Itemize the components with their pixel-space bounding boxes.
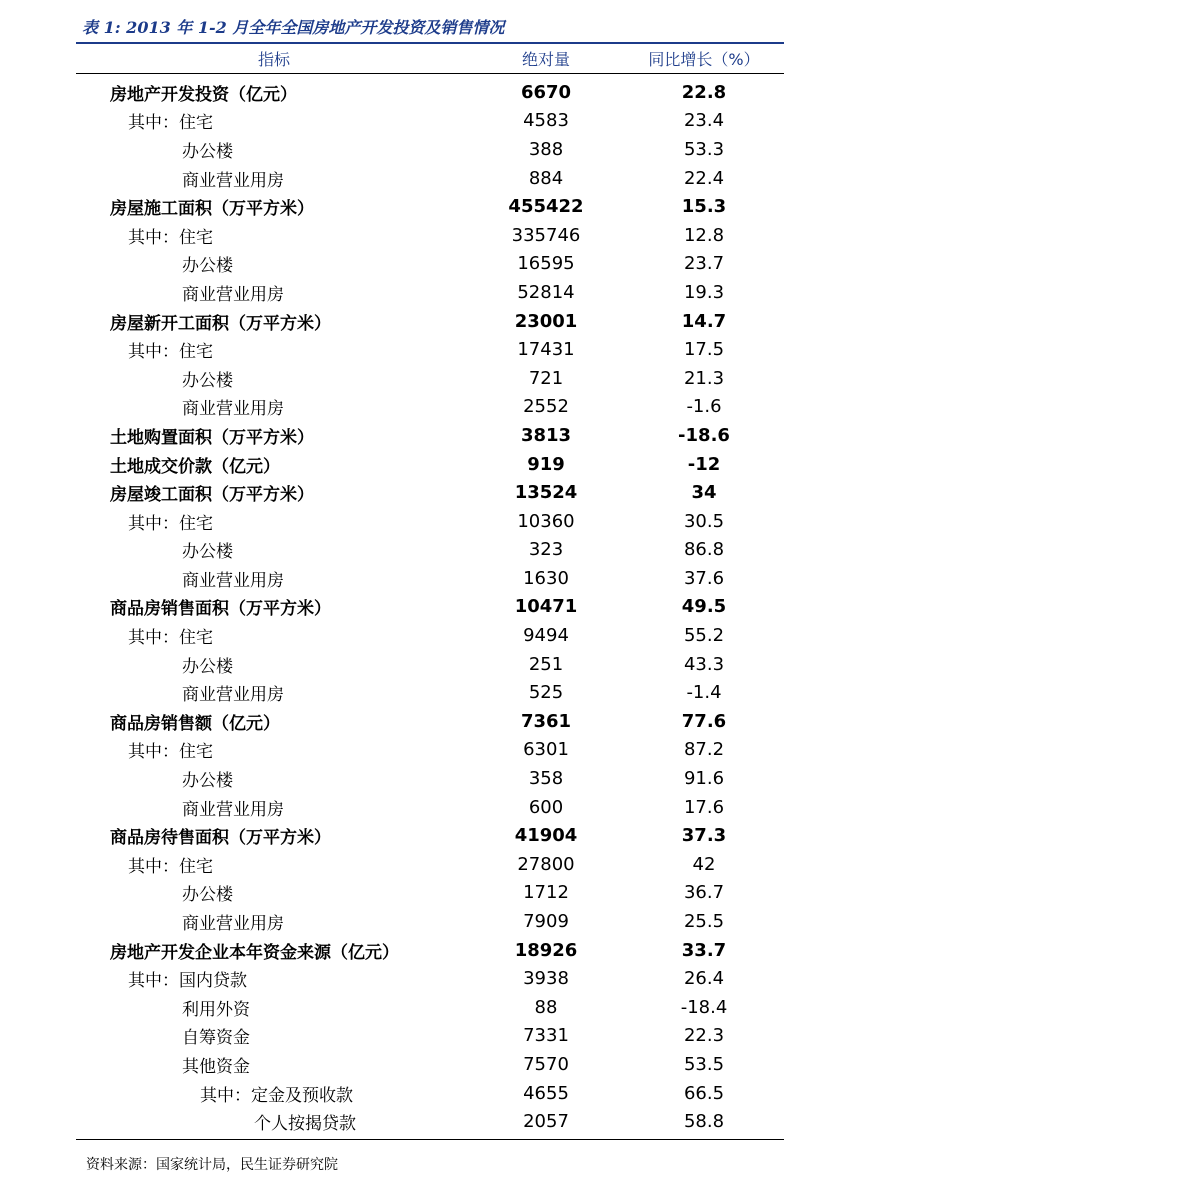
row-yoy-value: 53.3 <box>683 138 725 160</box>
row-indicator-label: 土地购置面积（万平方米） <box>110 427 314 448</box>
row-absolute-value: 7361 <box>520 710 572 732</box>
table-row <box>76 621 784 650</box>
row-indicator-label: 其中：住宅 <box>128 113 213 134</box>
row-indicator-label: 办公楼 <box>182 141 233 162</box>
row-absolute-value: 7570 <box>523 1053 569 1075</box>
row-yoy-value: 21.3 <box>683 367 725 389</box>
row-absolute-value: 4655 <box>523 1082 569 1104</box>
row-absolute-value: 88 <box>534 996 558 1018</box>
table-row <box>76 707 784 736</box>
table-row <box>76 821 784 850</box>
table-row <box>76 793 784 822</box>
table-row <box>76 764 784 793</box>
row-absolute-value: 3813 <box>520 424 572 446</box>
table-row <box>76 993 784 1022</box>
report-table-section <box>76 14 784 1174</box>
table-row <box>76 278 784 307</box>
row-indicator-label: 房屋施工面积（万平方米） <box>110 199 314 220</box>
row-indicator-label: 商业营业用房 <box>182 685 284 706</box>
table-row <box>76 564 784 593</box>
table-row <box>76 1107 784 1136</box>
table-title: 表 1: 2013 年 1-2 月全年全国房地产开发投资及销售情况 <box>82 18 505 37</box>
row-absolute-value: 919 <box>527 453 565 475</box>
table-row <box>76 478 784 507</box>
row-yoy-value: 91.6 <box>683 768 725 790</box>
row-indicator-label: 其中：住宅 <box>128 513 213 534</box>
row-yoy-value: 55.2 <box>683 625 725 647</box>
row-absolute-value: 6670 <box>520 81 572 103</box>
row-absolute-value: 4583 <box>523 110 569 132</box>
table-body <box>76 74 784 1139</box>
table-row <box>76 78 784 107</box>
row-absolute-value: 16595 <box>517 253 575 275</box>
row-yoy-value: 58.8 <box>683 1111 725 1133</box>
row-absolute-value: 3938 <box>523 968 569 990</box>
row-yoy-value: -18.4 <box>680 996 728 1018</box>
row-yoy-value: 37.6 <box>683 567 725 589</box>
row-absolute-value: 1630 <box>523 567 569 589</box>
table-row <box>76 335 784 364</box>
row-absolute-value: 7909 <box>523 911 569 933</box>
row-indicator-label: 利用外资 <box>182 999 250 1020</box>
row-yoy-value: -1.6 <box>686 396 722 418</box>
row-absolute-value: 525 <box>528 682 564 704</box>
row-absolute-value: 884 <box>528 167 564 189</box>
table-row <box>76 678 784 707</box>
row-yoy-value: 49.5 <box>681 596 727 618</box>
table-row <box>76 593 784 622</box>
row-yoy-value: 17.5 <box>683 339 725 361</box>
header-yoy: 同比增长（%） <box>648 50 760 69</box>
table-row <box>76 907 784 936</box>
row-indicator-label: 办公楼 <box>182 370 233 391</box>
row-absolute-value: 358 <box>528 768 564 790</box>
table-row <box>76 164 784 193</box>
row-indicator-label: 其中：住宅 <box>128 227 213 248</box>
row-yoy-value: 30.5 <box>683 510 725 532</box>
row-absolute-value: 335746 <box>511 224 581 246</box>
row-indicator-label: 办公楼 <box>182 885 233 906</box>
row-yoy-value: 33.7 <box>681 939 727 961</box>
row-yoy-value: -18.6 <box>678 424 730 446</box>
row-yoy-value: 17.6 <box>683 796 725 818</box>
row-indicator-label: 自筹资金 <box>182 1028 250 1049</box>
row-absolute-value: 455422 <box>508 196 584 218</box>
row-absolute-value: 41904 <box>514 825 578 847</box>
row-absolute-value: 10471 <box>514 596 578 618</box>
row-absolute-value: 2552 <box>523 396 569 418</box>
row-absolute-value: 17431 <box>517 339 575 361</box>
row-yoy-value: 42 <box>692 853 716 875</box>
row-yoy-value: 43.3 <box>683 653 725 675</box>
row-absolute-value: 721 <box>528 367 564 389</box>
row-indicator-label: 其中：住宅 <box>128 628 213 649</box>
table-row <box>76 1050 784 1079</box>
table-row <box>76 393 784 422</box>
row-absolute-value: 2057 <box>523 1111 569 1133</box>
row-yoy-value: 23.4 <box>683 110 725 132</box>
row-yoy-value: -12 <box>687 453 721 475</box>
table-row <box>76 964 784 993</box>
bottom-rule <box>76 1139 784 1140</box>
row-absolute-value: 7331 <box>523 1025 569 1047</box>
table-row <box>76 650 784 679</box>
row-yoy-value: 26.4 <box>683 968 725 990</box>
row-indicator-label: 商品房销售额（亿元） <box>110 713 280 734</box>
row-yoy-value: 36.7 <box>683 882 725 904</box>
table-row <box>76 307 784 336</box>
row-yoy-value: 37.3 <box>681 825 727 847</box>
row-yoy-value: 12.8 <box>683 224 725 246</box>
row-indicator-label: 房屋竣工面积（万平方米） <box>110 485 314 506</box>
row-yoy-value: 87.2 <box>683 739 725 761</box>
table-row <box>76 507 784 536</box>
row-yoy-value: 22.8 <box>681 81 727 103</box>
table-row <box>76 364 784 393</box>
row-indicator-label: 房屋新开工面积（万平方米） <box>110 313 331 334</box>
row-absolute-value: 23001 <box>514 310 578 332</box>
row-absolute-value: 18926 <box>514 939 578 961</box>
row-yoy-value: 22.4 <box>683 167 725 189</box>
row-indicator-label: 商业营业用房 <box>182 399 284 420</box>
row-indicator-label: 其他资金 <box>182 1056 250 1077</box>
row-indicator-label: 其中：住宅 <box>128 742 213 763</box>
row-indicator-label: 其中：住宅 <box>128 856 213 877</box>
row-indicator-label: 商业营业用房 <box>182 284 284 305</box>
row-absolute-value: 388 <box>528 138 564 160</box>
table-row <box>76 1079 784 1108</box>
table-row <box>76 192 784 221</box>
row-yoy-value: 34 <box>691 482 717 504</box>
row-yoy-value: 15.3 <box>681 196 727 218</box>
row-indicator-label: 商业营业用房 <box>182 570 284 591</box>
row-absolute-value: 52814 <box>517 281 575 303</box>
row-yoy-value: 86.8 <box>683 539 725 561</box>
row-absolute-value: 10360 <box>517 510 575 532</box>
row-indicator-label: 其中：国内贷款 <box>128 971 247 992</box>
row-absolute-value: 9494 <box>523 625 569 647</box>
table-header <box>76 44 784 73</box>
row-absolute-value: 1712 <box>523 882 569 904</box>
table-row <box>76 850 784 879</box>
table-row <box>76 250 784 279</box>
row-absolute-value: 251 <box>528 653 564 675</box>
table-row <box>76 1022 784 1051</box>
row-indicator-label: 个人按揭贷款 <box>254 1114 356 1135</box>
row-absolute-value: 600 <box>528 796 564 818</box>
row-indicator-label: 办公楼 <box>182 542 233 563</box>
row-absolute-value: 6301 <box>523 739 569 761</box>
table-row <box>76 536 784 565</box>
row-yoy-value: -1.4 <box>686 682 722 704</box>
table-row <box>76 135 784 164</box>
row-yoy-value: 53.5 <box>683 1053 725 1075</box>
row-indicator-label: 房地产开发企业本年资金来源（亿元） <box>110 942 399 963</box>
row-indicator-label: 商业营业用房 <box>182 914 284 935</box>
row-indicator-label: 商品房待售面积（万平方米） <box>110 828 331 849</box>
row-yoy-value: 25.5 <box>683 911 725 933</box>
row-indicator-label: 办公楼 <box>182 656 233 677</box>
row-indicator-label: 其中：定金及预收款 <box>200 1085 353 1106</box>
table-row <box>76 736 784 765</box>
table-row <box>76 450 784 479</box>
row-indicator-label: 办公楼 <box>182 771 233 792</box>
row-yoy-value: 19.3 <box>683 281 725 303</box>
row-yoy-value: 77.6 <box>681 710 727 732</box>
row-yoy-value: 23.7 <box>683 253 725 275</box>
table-row <box>76 421 784 450</box>
row-indicator-label: 办公楼 <box>182 256 233 277</box>
header-indicator: 指标 <box>257 50 290 69</box>
row-absolute-value: 323 <box>528 539 564 561</box>
row-absolute-value: 13524 <box>514 482 578 504</box>
table-row <box>76 221 784 250</box>
row-yoy-value: 22.3 <box>683 1025 725 1047</box>
row-absolute-value: 27800 <box>517 853 575 875</box>
table-row <box>76 879 784 908</box>
row-indicator-label: 商业营业用房 <box>182 170 284 191</box>
source-note: 资料来源：国家统计局，民生证券研究院 <box>86 1156 338 1173</box>
row-indicator-label: 商品房销售面积（万平方米） <box>110 599 331 620</box>
row-indicator-label: 其中：住宅 <box>128 342 213 363</box>
row-yoy-value: 66.5 <box>683 1082 725 1104</box>
row-indicator-label: 土地成交价款（亿元） <box>110 456 280 477</box>
row-yoy-value: 14.7 <box>681 310 727 332</box>
table-row <box>76 936 784 965</box>
header-absolute: 绝对量 <box>521 50 570 69</box>
row-indicator-label: 商业营业用房 <box>182 799 284 820</box>
row-indicator-label: 房地产开发投资（亿元） <box>110 84 297 105</box>
table-row <box>76 107 784 136</box>
